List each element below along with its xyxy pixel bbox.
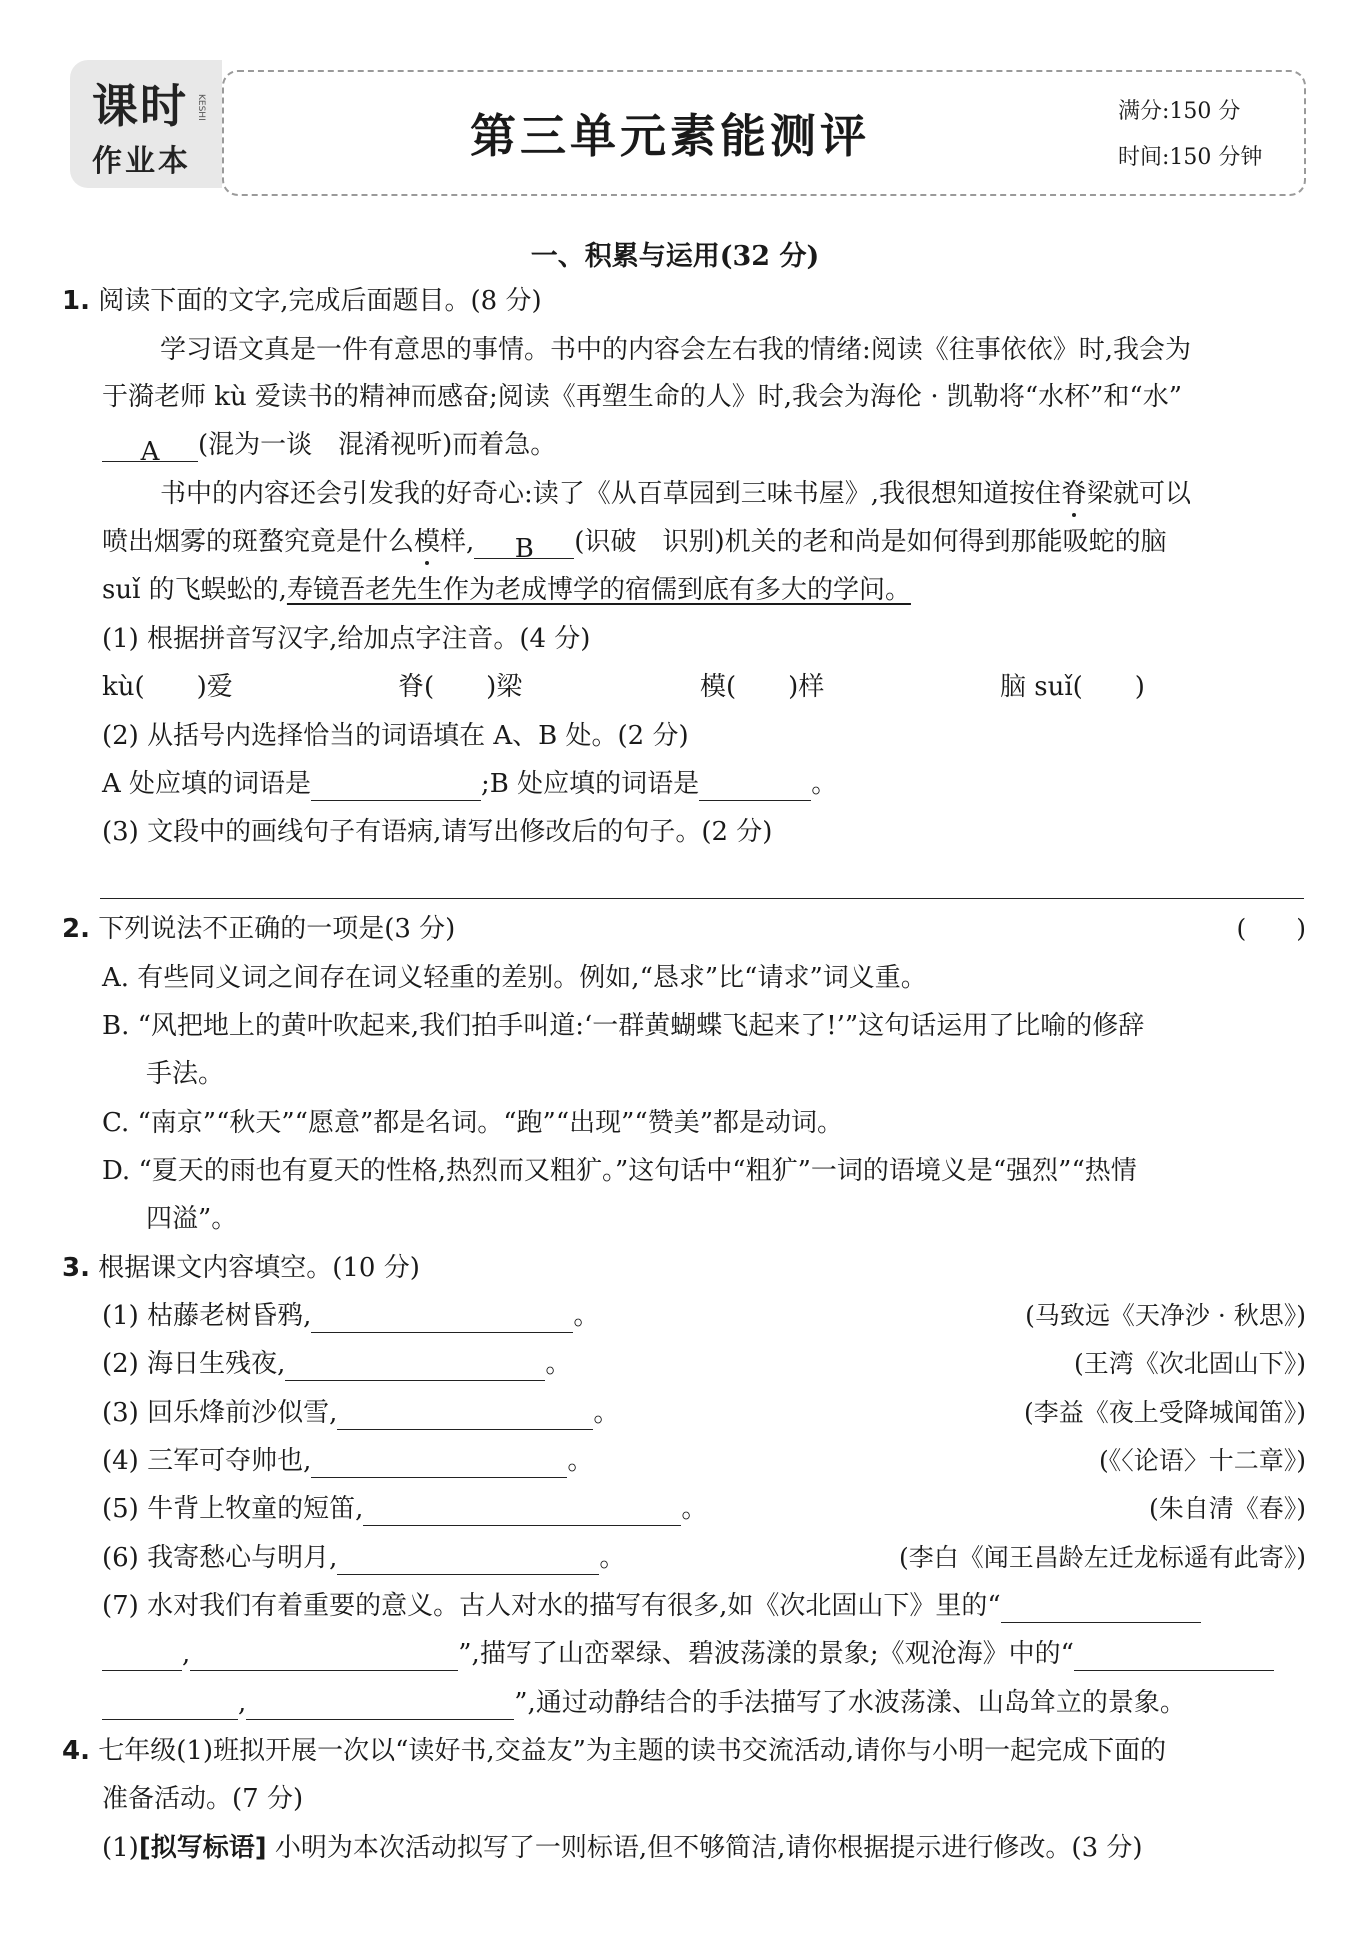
section-title: 一、积累与运用(32 分) [530, 241, 820, 272]
source-citation: (王湾《次北固山下》) [1073, 1349, 1306, 1378]
logo-pinyin: KESHI [196, 94, 206, 121]
option-d-cont: 四溢”。 [146, 1204, 238, 1234]
q1-sub2-answer-line: A 处应填的词语是 ;B 处应填的词语是 。 [102, 769, 838, 799]
answer-blank[interactable] [337, 1403, 593, 1430]
full-score: 满分:150 分 [1118, 99, 1241, 124]
answer-blank[interactable] [285, 1354, 545, 1381]
q1-passage-line: 喷出烟雾的斑蝥究竟是什么模样, B (识破 识别)机关的老和尚是如何得到那能吸蛇的脑 [102, 527, 1167, 564]
option-a: A. 有些同义词之间存在词义轻重的差别。例如,“恳求”比“请求”词义重。 [102, 963, 927, 993]
q1-sub1-item: 模( )样 [700, 672, 825, 702]
option-d: D. “夏天的雨也有夏天的性格,热烈而又粗犷。”这句话中“粗犷”一词的语境义是“强烈”“热情 [102, 1156, 1137, 1186]
fill-item: (1) 枯藤老树昏鸦, 。 [102, 1301, 600, 1331]
time-limit: 时间:150 分钟 [1118, 145, 1263, 170]
question-4-stem: 4. 七年级(1)班拟开展一次以“读好书,交益友”为主题的读书交流活动,请你与小明一起完成下面的 [62, 1736, 1167, 1766]
source-citation: (《〈论语〉十二章》) [1098, 1446, 1306, 1475]
fill-item-7-cont: , ”,描写了山峦翠绿、碧波荡漾的景象;《观沧海》中的“ [102, 1637, 1274, 1671]
answer-paren[interactable]: ( ) [1236, 914, 1306, 943]
source-citation: (马致远《天净沙 · 秋思》) [1025, 1301, 1306, 1330]
underlined-sentence: 寿镜吾老先生作为老成博学的宿儒到底有多大的学问。 [286, 575, 911, 605]
question-number: 1. [62, 286, 90, 316]
answer-line[interactable] [100, 898, 1304, 899]
question-3-stem: 3. 根据课文内容填空。(10 分) [62, 1253, 420, 1283]
q1-passage-line: 于漪老师 kù 爱读书的精神而感奋;阅读《再塑生命的人》时,我会为海伦 · 凯勒将“水杯”和“水” [102, 382, 1183, 412]
answer-blank[interactable] [363, 1499, 681, 1526]
source-citation: (李益《夜上受降城闻笛》) [1023, 1398, 1306, 1427]
source-citation: (朱自清《春》) [1148, 1494, 1306, 1523]
q4-sub-1: (1)[拟写标语] 小明为本次活动拟写了一则标语,但不够简洁,请你根据提示进行修改。(3 分) [102, 1833, 1143, 1863]
question-1-stem [62, 284, 542, 318]
q1-sub1-item: 脊( )梁 [398, 672, 523, 702]
q1-sub-3: (3) 文段中的画线句子有语病,请写出修改后的句子。(2 分) [102, 817, 773, 847]
logo-text-zuoyeben: 作业本 [92, 144, 191, 179]
q1-sub-1: (1) 根据拼音写汉字,给加点字注音。(4 分) [102, 624, 591, 654]
answer-blank[interactable] [311, 1306, 573, 1333]
fill-item: (4) 三军可夺帅也, 。 [102, 1446, 594, 1476]
task-tag: [拟写标语] [138, 1833, 267, 1863]
q1-passage-line: A (混为一谈 混淆视听)而着急。 [102, 428, 556, 462]
fill-item-7: (7) 水对我们有着重要的意义。古人对水的描写有很多,如《次北固山下》里的“ [102, 1589, 1201, 1623]
answer-blank[interactable] [246, 1693, 514, 1720]
answer-blank[interactable] [102, 1693, 238, 1720]
q1-sub1-item: kù( )爱 [102, 672, 233, 702]
answer-blank[interactable] [699, 774, 811, 801]
blank-b: B [474, 532, 574, 559]
fill-item-7-cont: , ”,通过动静结合的手法描写了水波荡漾、山岛耸立的景象。 [102, 1686, 1186, 1720]
answer-blank[interactable] [190, 1644, 458, 1671]
logo-text-keshi: 课时 [92, 79, 188, 133]
answer-blank[interactable] [311, 774, 481, 801]
q1-passage-line: 学习语文真是一件有意思的事情。书中的内容会左右我的情绪:阅读《往事依依》时,我会为 [160, 335, 1192, 365]
source-citation: (李白《闻王昌龄左迁龙标遥有此寄》) [898, 1543, 1306, 1572]
option-b-cont: 手法。 [146, 1059, 225, 1089]
option-b: B. “风把地上的黄叶吹起来,我们拍手叫道:‘一群黄蝴蝶飞起来了!’”这句话运用了比喻的修辞 [102, 1011, 1145, 1041]
page-title: 第三单元素能测评 [470, 109, 870, 163]
question-4-stem-cont: 准备活动。(7 分) [102, 1784, 304, 1814]
q1-sub-2: (2) 从括号内选择恰当的词语填在 A、B 处。(2 分) [102, 721, 689, 751]
question-1-text: 阅读下面的文字,完成后面题目。(8 分) [98, 286, 542, 316]
q1-passage-line: 书中的内容还会引发我的好奇心:读了《从百草园到三味书屋》,我很想知道按住脊梁就可以 [160, 479, 1192, 509]
answer-blank[interactable] [311, 1451, 567, 1478]
option-c: C. “南京”“秋天”“愿意”都是名词。“跑”“出现”“赞美”都是动词。 [102, 1108, 844, 1138]
q1-passage-line: suǐ 的飞蜈蚣的,寿镜吾老先生作为老成博学的宿儒到底有多大的学问。 [102, 575, 911, 605]
question-2-stem: 2. 下列说法不正确的一项是(3 分) [62, 914, 456, 944]
answer-blank[interactable] [1001, 1596, 1201, 1623]
dotted-char: 脊 [1061, 479, 1088, 509]
fill-item: (5) 牛背上牧童的短笛, 。 [102, 1494, 708, 1524]
q1-sub1-item: 脑 suǐ( ) [1000, 672, 1145, 702]
fill-item: (2) 海日生残夜, 。 [102, 1349, 572, 1379]
fill-item: (6) 我寄愁心与明月, 。 [102, 1543, 626, 1573]
blank-a: A [102, 435, 198, 462]
dotted-char: 模 [414, 527, 441, 557]
fill-item: (3) 回乐烽前沙似雪, 。 [102, 1398, 620, 1428]
answer-blank[interactable] [1074, 1644, 1274, 1671]
answer-blank[interactable] [102, 1644, 182, 1671]
answer-blank[interactable] [337, 1548, 599, 1575]
